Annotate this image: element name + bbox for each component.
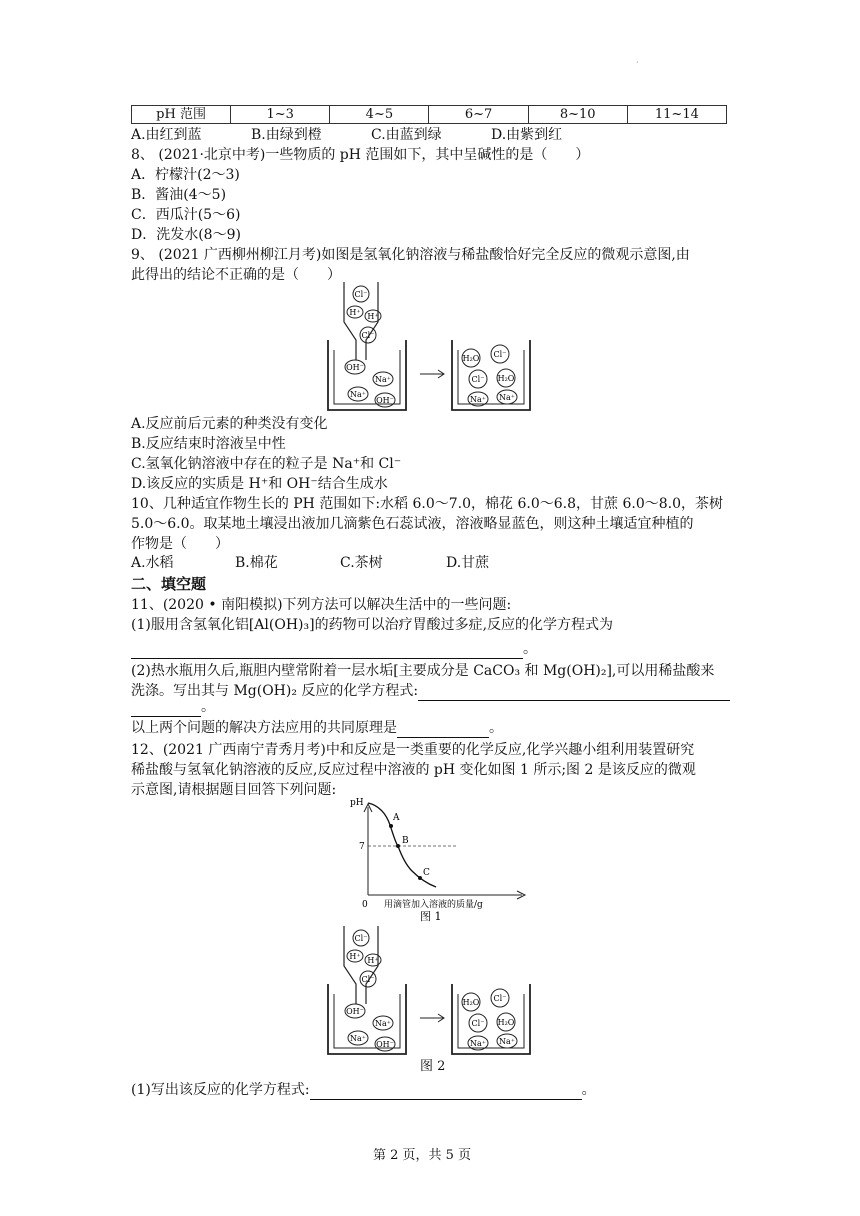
point-b [396, 844, 400, 848]
y-axis [364, 804, 372, 895]
q11-stem: 11、(2020 • 南阳模拟)下列方法可以解决生活中的一些问题: [131, 597, 512, 613]
q11-part3 [131, 718, 503, 738]
q10-option-d: D.甘蔗 [446, 555, 490, 571]
ion-label: OH⁻ [376, 1040, 394, 1049]
figure-caption: 图 2 [420, 1059, 446, 1074]
ion-label: H⁺ [367, 956, 379, 965]
q9-option-a: A.反应前后元素的种类没有变化 [131, 416, 328, 432]
ion-label: OH⁻ [346, 363, 364, 372]
ion-label: H⁺ [349, 308, 361, 317]
ion-label: Cl⁻ [361, 331, 375, 340]
q10-line3: 作物是（ ） [131, 536, 229, 552]
q11-part2-line1: (2)热水瓶用久后,瓶胆内壁常附着一层水垢[主要成分是 CaCO₃ 和 Mg(OH)₂],可以用稀盐酸来 [131, 663, 715, 679]
q11-part1: (1)服用含氢氧化铝[Al(OH)₃]的药物可以治疗胃酸过多症,反应的化学方程式为 [131, 617, 614, 633]
period: 。 [523, 641, 537, 657]
beaker-right [452, 340, 530, 410]
arrow-icon [420, 1014, 444, 1022]
ion-label: H⁺ [349, 952, 361, 961]
x-axis [368, 891, 525, 899]
period: 。 [201, 699, 215, 715]
period: 。 [489, 720, 503, 736]
q11-part1-answer-line[interactable] [131, 639, 537, 659]
table-cell: 1~3 [231, 106, 330, 124]
ph-curve-chart [340, 795, 540, 923]
q7-option-d: D.由紫到红 [491, 127, 563, 143]
q8-option-a: A．柠檬汁(2～3) [131, 167, 240, 183]
answer-blank[interactable] [397, 721, 489, 738]
point-label: C [423, 868, 430, 878]
q11-part2-text: 洗涤。写出其与 Mg(OH)₂ 反应的化学方程式: [131, 683, 419, 699]
q9-option-d: D.该反应的实质是 H⁺和 OH⁻结合生成水 [131, 476, 388, 492]
table-cell: 11~14 [627, 106, 726, 124]
q10-line1: 10、几种适宜作物生长的 PH 范围如下:水稻 6.0～7.0，棉花 6.0～6.8，甘蔗 6.0～8.0，茶树 [131, 496, 723, 512]
q12-line2: 稀盐酸与氢氧化钠溶液的反应,反应过程中溶液的 pH 变化如图 1 所示;图 2 是该反应的微观 [131, 762, 696, 778]
ion-label: Cl⁻ [471, 1019, 485, 1028]
origin-label: 0 [362, 900, 368, 910]
ion-label: Cl⁻ [493, 350, 507, 359]
ion-label: Na⁺ [350, 1034, 366, 1043]
ion-label: H₂O [497, 1018, 515, 1027]
q9-option-c: C.氢氧化钠溶液中存在的粒子是 Na⁺和 Cl⁻ [131, 456, 402, 472]
y-axis-label: pH [350, 798, 364, 808]
q10-option-b: B.棉花 [235, 555, 278, 571]
table-row [132, 106, 727, 124]
q10-line2: 5.0～6.0。取某地土壤浸出液加几滴紫色石蕊试液，溶液略显蓝色，则这种土壤适宜种植的 [131, 516, 694, 532]
q7-option-a: A.由红到蓝 [131, 127, 202, 143]
table-cell: 6~7 [429, 106, 528, 124]
ion-label: Na⁺ [470, 1039, 486, 1048]
point-a [389, 824, 393, 828]
beaker-left [328, 340, 406, 410]
q12-sub1-text: (1)写出该反应的化学方程式: [131, 1082, 310, 1098]
table-header-cell: pH 范围 [132, 106, 231, 124]
q7-option-b: B.由绿到橙 [251, 127, 322, 143]
ion-label: H₂O [497, 374, 515, 383]
ion-label: H⁺ [367, 312, 379, 321]
arrow-icon [420, 370, 444, 378]
ion-label: Na⁺ [375, 375, 391, 384]
period: 。 [581, 1082, 596, 1098]
ion-label: Na⁺ [499, 1037, 515, 1046]
q12-line3: 示意图,请根据题目回答下列问题: [131, 782, 337, 798]
q9-stem-line2: 此得出的结论不正确的是（ ） [131, 267, 341, 283]
ion-label: H₂O [462, 354, 480, 363]
point-label: B [402, 836, 409, 846]
beaker-left [328, 984, 406, 1054]
y-tick-label: 7 [359, 842, 365, 852]
beaker-diagram-fig2 [320, 924, 540, 1056]
q9-stem-line1: 9、 (2021 广西柳州柳江月考)如图是氢氧化钠溶液与稀盐酸恰好完全反应的微观示意图,由 [131, 247, 690, 263]
answer-blank[interactable] [131, 642, 523, 659]
answer-blank[interactable] [131, 700, 201, 717]
q9-option-b: B.反应结束时溶液呈中性 [131, 436, 286, 452]
q8-stem: 8、 (2021·北京中考)一些物质的 pH 范围如下，其中呈碱性的是（ ） [131, 147, 590, 163]
q8-option-d: D．洗发水(8～9) [131, 227, 241, 243]
q10-option-c: C.茶树 [340, 555, 383, 571]
beaker-diagram-q9 [320, 280, 540, 412]
page-footer: 第 2 页，共 5 页 [373, 1148, 472, 1163]
x-axis-label: 用滴管加入溶液的质量/g [384, 900, 483, 910]
q11-part3-text: 以上两个问题的解决方法应用的共同原理是 [131, 720, 397, 736]
ion-label: Na⁺ [499, 393, 515, 402]
q10-option-a: A.水稻 [131, 555, 174, 571]
table-cell: 4~5 [330, 106, 429, 124]
answer-blank[interactable] [418, 684, 730, 701]
q11-part2-answer-cont[interactable] [131, 697, 215, 717]
ion-label: OH⁻ [376, 396, 394, 405]
figure-caption: 图 1 [420, 910, 442, 923]
q7-option-c: C.由蓝到绿 [371, 127, 442, 143]
q12-line1: 12、(2021 广西南宁青秀月考)中和反应是一类重要的化学反应,化学兴趣小组利用装置研究 [131, 742, 695, 758]
q11-part2-line2 [131, 681, 730, 701]
ion-label: H₂O [462, 998, 480, 1007]
table-cell: 8~10 [528, 106, 627, 124]
ion-label: Cl⁻ [471, 375, 485, 384]
point-label: A [393, 813, 400, 823]
ion-label: Cl⁻ [354, 934, 368, 943]
ion-label: Cl⁻ [354, 290, 368, 299]
ion-label: Cl⁻ [361, 975, 375, 984]
ph-range-table [131, 105, 727, 124]
ion-label: Cl⁻ [493, 994, 507, 1003]
q12-sub1 [131, 1080, 596, 1100]
q8-option-c: C．西瓜汁(5～6) [131, 207, 241, 223]
ion-label: OH⁻ [346, 1007, 364, 1016]
section-title: 二、填空题 [131, 575, 207, 593]
page-dot: · [636, 58, 639, 67]
ion-label: Na⁺ [375, 1019, 391, 1028]
q8-option-b: B．酱油(4～5) [131, 187, 227, 203]
beaker-right [452, 984, 530, 1054]
answer-blank[interactable] [310, 1083, 582, 1100]
ion-label: Na⁺ [470, 395, 486, 404]
point-c [418, 876, 422, 880]
ion-label: Na⁺ [350, 390, 366, 399]
